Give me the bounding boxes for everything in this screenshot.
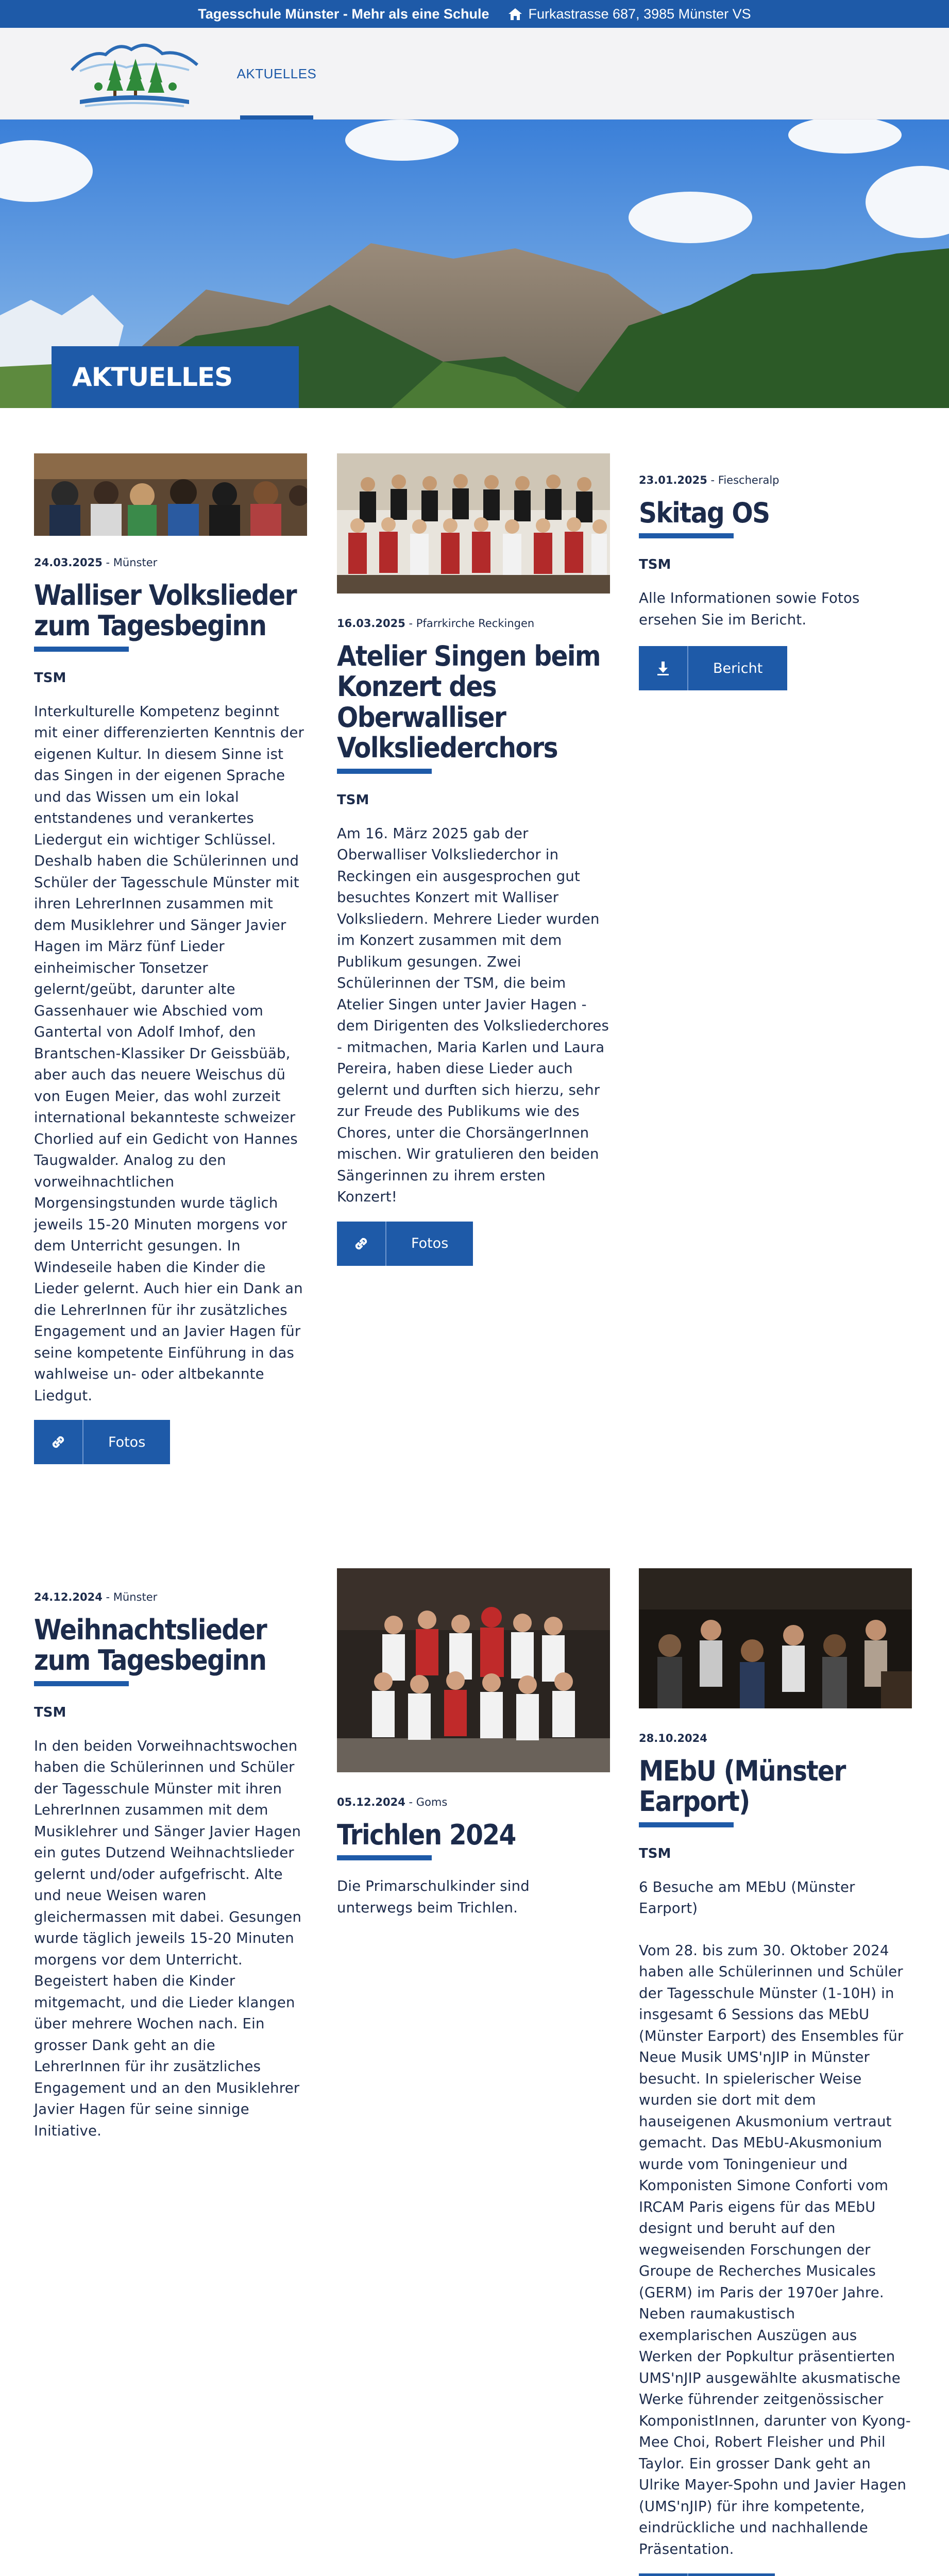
post-author: TSM [34, 1704, 66, 1720]
report-button-label: Bericht [713, 660, 763, 676]
link-icon [337, 1222, 386, 1266]
photos-button-label [688, 2573, 775, 2576]
post-card [337, 453, 610, 1266]
post-location: Münster [113, 1591, 158, 1603]
post-author: TSM [34, 670, 66, 686]
title-underline [337, 1855, 432, 1860]
post-author: TSM [337, 792, 369, 808]
post-meta: 05.12.2024 - Goms [337, 1796, 448, 1808]
photos-button[interactable] [34, 1420, 170, 1464]
post-photo[interactable] [337, 1568, 610, 1772]
nav-item-aktuelles[interactable]: AKTUELLES [240, 28, 313, 120]
download-icon [639, 646, 688, 690]
post-meta [639, 1732, 912, 1744]
post-body: Am 16. März 2025 gab der Oberwalliser Volksliederchor in Reckingen ein ausgesprochen gut besuchtes Konzert mit Walliser Volksliedern. Mehrere Lieder wurden im Konzert zusammen mit dem Publikum gesungen. Zwei Schülerinnen der TSM, die beim Atelier Singen unter Javier Hagen - dem Dirigenten des Volksliederchores - mitmachen, Maria Karlen und Laura Pereira, haben diese Lieder auch gelernt und durften sich hierzu, sehr zur Freude des Publikums wie des Chores, unter die ChorsängerInnen mischen. Wir gratulieren den beiden Sängerinnen zu ihrem ersten Konzert! [337, 825, 609, 1206]
post-author: TSM [639, 1845, 671, 1861]
post-location: Goms [416, 1796, 448, 1808]
school-tagline: Tagesschule Münster - Mehr als eine Schule [198, 6, 489, 22]
post-date: 16.03.2025 [337, 617, 405, 630]
post-location: Münster [113, 556, 158, 569]
post-intro: 6 Besuche am MEbU (Münster Earport) [639, 1878, 855, 1917]
post-meta: 24.03.2025 - Münster [34, 556, 158, 569]
post-photo[interactable] [639, 1568, 912, 1708]
link-icon [639, 2573, 688, 2576]
school-logo[interactable] [70, 39, 199, 111]
post-title[interactable]: Skitag OS [639, 497, 770, 529]
post-title[interactable]: Atelier Singen beim Konzert des Oberwalliser Volksliederchors [337, 640, 600, 765]
post-card [34, 453, 307, 1464]
post-body: Interkulturelle Kompetenz beginnt mit einer differenzierten Kenntnis der eigenen Kultur. In diesem Sinne ist das Singen in der eigenen Sprache und das Wissen um ein lokal entstandenes und verankertes Liedergut ein wichtiger Schlüssel. Deshalb haben die Schülerinnen und Schüler der Tagesschule Münster mit ihren LehrerInnen zusammen mit dem Musiklehrer und Sänger Javier Hagen im März fünf Lieder einheimischer Tonsetzer gelernt/geübt, darunter alte Gassenhauer wie Abschied vom Gantertal von Adolf Imhof, den Brantschen-Klassiker Dr Geissbüäb, aber auch das neuere Weischus dü von Eugen Meier, das wohl zurzeit international bekannteste schweizer Chorlied auf ein Gedicht von Hannes Taugwalder. Analog zu den vorweihnachtlichen Morgensingstunden wurde täglich jeweils 15-20 Minuten morgens vor dem Unterricht gesungen. In Windeseile haben die Kinder die Lieder gelernt. Auch hier ein Dank an die LehrerInnen für ihr zusätzliches Engagement und an Javier Hagen für seine kompetente Einführung in das wahlweise un- oder altbekannte Liedgut. [34, 703, 304, 1404]
post-title[interactable]: Walliser Volkslieder zum Tagesbeginn [34, 579, 296, 642]
site-header [0, 28, 949, 120]
address-text: Furkastrasse 687, 3985 Münster VS [528, 6, 751, 22]
post-title[interactable]: Weihnachtslieder zum Tagesbeginn [34, 1614, 267, 1677]
link-icon [34, 1420, 83, 1464]
post-location: Pfarrkirche Reckingen [416, 617, 535, 630]
title-underline [337, 769, 432, 774]
post-title[interactable]: Trichlen 2024 [337, 1819, 516, 1851]
post-photo[interactable] [337, 453, 610, 594]
address [507, 6, 751, 22]
photos-button[interactable] [639, 2573, 775, 2576]
title-underline [639, 1822, 734, 1827]
photos-button-label: Fotos [411, 1235, 449, 1252]
hero-banner [0, 120, 949, 408]
post-date: 28.10.2024 [639, 1732, 707, 1744]
post-date: 05.12.2024 [337, 1796, 405, 1808]
post-location: Fiescheralp [718, 474, 779, 486]
home-icon [507, 7, 523, 21]
page-title: AKTUELLES [52, 346, 299, 408]
photos-button-label: Fotos [108, 1434, 146, 1450]
post-card [639, 453, 912, 690]
title-underline [34, 1681, 129, 1686]
post-meta: 23.01.2025 - Fiescheralp [639, 474, 779, 486]
post-card [337, 1568, 610, 1919]
post-card [639, 1568, 912, 2576]
report-button[interactable] [639, 646, 787, 690]
post-author: TSM [639, 557, 671, 573]
title-underline [639, 533, 734, 538]
photos-button[interactable] [337, 1222, 473, 1266]
post-title[interactable]: MEbU (Münster Earport) [639, 1755, 845, 1818]
post-photo[interactable] [34, 453, 307, 536]
post-body: Die Primarschulkinder sind unterwegs beim Trichlen. [337, 1878, 530, 1916]
top-info-bar [0, 0, 949, 28]
post-card [34, 1568, 307, 2142]
post-body: In den beiden Vorweihnachtswochen haben die Schülerinnen und Schüler der Tagesschule Münster mit ihren LehrerInnen zusammen mit dem Musiklehrer und Sänger Javier Hagen ein gutes Dutzend Weihnachtslieder gelernt und/oder aufgefrischt. Alte und neue Weisen waren gleichermassen mit dabei. Gesungen wurde täglich jeweils 15-20 Minuten morgens vor dem Unterricht. Begeistert haben die Kinder mitgemacht, und die Lieder klangen über mehrere Wochen nach. Ein grosser Dank geht an die LehrerInnen für ihr zusätzliches Engagement und an den Musiklehrer Javier Hagen für seine sinnige Initiative. [34, 1737, 302, 2139]
post-body: Alle Informationen sowie Fotos ersehen Sie im Bericht. [639, 590, 860, 628]
post-date: 24.12.2024 [34, 1591, 103, 1603]
post-date: 23.01.2025 [639, 474, 707, 486]
title-underline [34, 647, 129, 652]
post-meta: 16.03.2025 - Pfarrkirche Reckingen [337, 617, 535, 630]
post-body: Vom 28. bis zum 30. Oktober 2024 haben alle Schülerinnen und Schüler der Tagesschule Münster (1-10H) in insgesamt 6 Sessions das MEbU (Münster Earport) des Ensembles für Neue Musik UMS'nJIP in Münster besucht. In spielerischer Weise wurden sie dort mit dem hauseigenen Akusmonium vertraut gemacht. Das MEbU-Akusmonium wurde vom Toningenieur und Komponisten Simone Conforti vom IRCAM Paris eigens für das MEbU designt und beruht auf den wegweisenden Forschungen der Groupe de Recherches Musicales (GERM) im Paris der 1970er Jahre. Neben raumakustisch exemplarischen Auszügen aus Werken der Popkultur präsentierten UMS'nJIP ausgewählte akusmatische Werke führender zeitgenössischer KomponistInnen, darunter von Kyong-Mee Choi, Robert Fleisher und Phil Taylor. Ein grosser Dank geht an Ulrike Mayer-Spohn und Javier Hagen (UMS'nJIP) für ihre kompetente, eindrückliche und nachhallende Präsentation. [639, 1942, 911, 2557]
post-meta: 24.12.2024 - Münster [34, 1591, 158, 1603]
post-date: 24.03.2025 [34, 556, 103, 569]
